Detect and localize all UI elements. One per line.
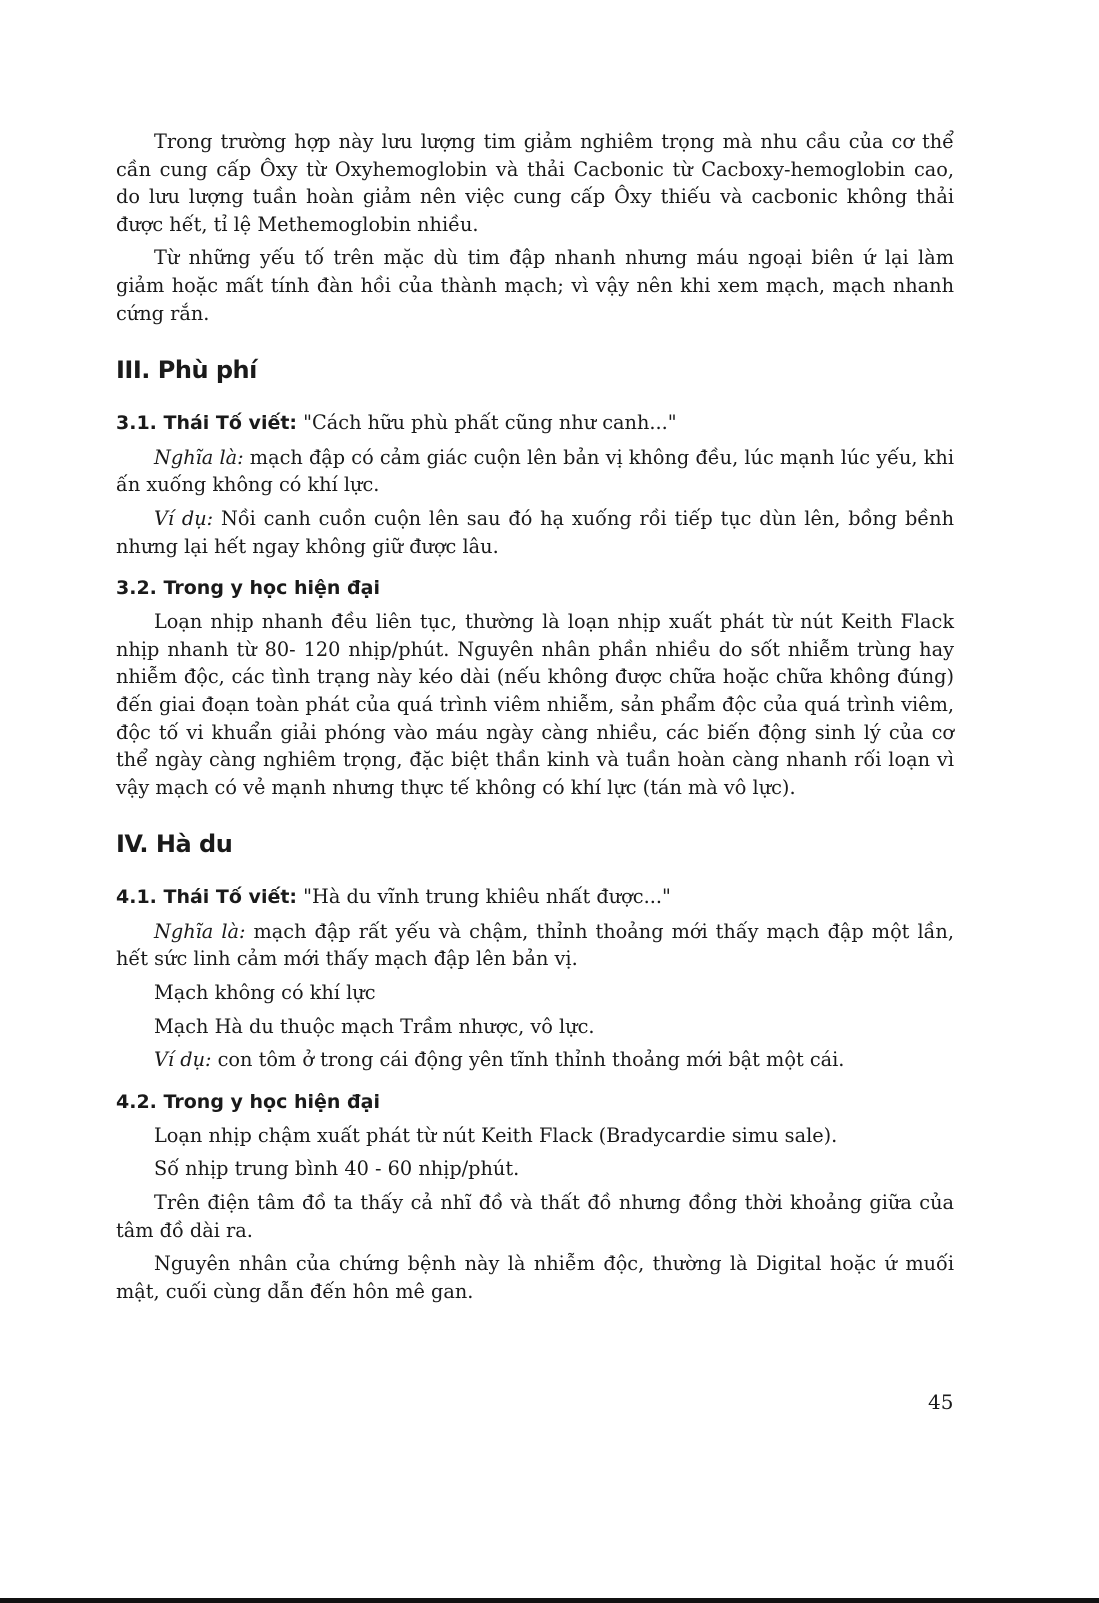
paragraph-oxygen: Trong trường hợp này lưu lượng tim giảm nghiêm trọng mà nhu cầu của cơ thể cần cung cấp Ôxy từ Oxyhemoglobin và thải Cacbonic từ Cacboxy-hemoglobin cao, do lưu lượng tuần hoàn giảm nên việc cung cấp Ôxy thiếu và cacbonic không thải được hết, tỉ lệ Methemoglobin nhiều. bbox=[116, 130, 954, 236]
paragraph-vessel: Từ những yếu tố trên mặc dù tim đập nhanh nhưng máu ngoại biên ứ lại làm giảm hoặc mất tính đàn hồi của thành mạch; vì vậy nên khi xem mạch, mạch nhanh cứng rắn. bbox=[116, 246, 954, 325]
s41-quote: "Hà du vĩnh trung khiêu nhất được..." bbox=[297, 885, 671, 909]
page-number: 45 bbox=[928, 1390, 954, 1414]
s42-text-2: Số nhịp trung bình 40 - 60 nhịp/phút. bbox=[154, 1157, 520, 1181]
s42-text-3: Trên điện tâm đồ ta thấy cả nhĩ đồ và thất đồ nhưng đồng thời khoảng giữa của tâm đồ dài ra. bbox=[116, 1191, 954, 1242]
section-4-title: IV. Hà du bbox=[116, 830, 233, 859]
s32-heading: 3.2. Trong y học hiện đại bbox=[116, 577, 380, 600]
s41-example-text: con tôm ở trong cái động yên tĩnh thỉnh thoảng mới bật một cái. bbox=[211, 1048, 845, 1072]
s41-line2: Mạch Hà du thuộc mạch Trầm nhược, vô lực. bbox=[154, 1014, 595, 1038]
s32-text: Loạn nhịp nhanh đều liên tục, thường là loạn nhịp xuất phát từ nút Keith Flack nhịp nhanh từ 80- 120 nhịp/phút. Nguyên nhân phần nhiều do sốt nhiễm trùng hay nhiễm độc, các tình trạng này kéo dài (nếu không được chữa hoặc chữa không đúng) đến giai đoạn toàn phát của quá trình viêm nhiễm, sản phẩm độc của quá trình viêm, độc tố vi khuẩn giải phóng vào máu ngày càng nhiều, các biến động sinh lý của cơ thể ngày càng nghiêm trọng, đặc biệt thần kinh và tuần hoàn càng nhanh rối loạn vì vậy mạch có vẻ mạnh nhưng thực tế không có khí lực (tán mà vô lực). bbox=[116, 610, 954, 799]
s31-quote: "Cách hữu phù phất cũng như canh..." bbox=[297, 411, 677, 435]
s41-meaning-label: Nghĩa là: bbox=[154, 919, 246, 943]
s31-meaning-label: Nghĩa là: bbox=[154, 445, 244, 469]
s42-heading: 4.2. Trong y học hiện đại bbox=[116, 1090, 380, 1113]
s31-line bbox=[116, 409, 954, 438]
s41-meaning bbox=[116, 918, 954, 973]
s31-meaning-text: mạch đập có cảm giác cuộn lên bản vị không đều, lúc mạnh lúc yếu, khi ấn xuống không có khí lực. bbox=[116, 445, 954, 497]
s31-example-text: Nồi canh cuồn cuộn lên sau đó hạ xuống rồi tiếp tục dùn lên, bồng bềnh nhưng lại hết ngay không giữ được lâu. bbox=[116, 506, 954, 558]
s41-line bbox=[116, 883, 954, 912]
scan-edge bbox=[0, 1598, 1099, 1603]
s31-heading: 3.1. Thái Tố viết: bbox=[116, 412, 298, 435]
s31-meaning bbox=[116, 444, 954, 499]
s31-example-label: Ví dụ: bbox=[154, 506, 214, 530]
s42-text-4: Nguyên nhân của chứng bệnh này là nhiễm độc, thường là Digital hoặc ứ muối mật, cuối cùng dẫn đến hôn mê gan. bbox=[116, 1252, 954, 1303]
s41-example-label: Ví dụ: bbox=[154, 1048, 212, 1072]
s41-meaning-text: mạch đập rất yếu và chậm, thỉnh thoảng mới thấy mạch đập một lần, hết sức linh cảm mới thấy mạch đập lên bản vị. bbox=[116, 919, 954, 971]
s31-example bbox=[116, 505, 954, 560]
page-content bbox=[116, 128, 954, 1305]
s41-line1: Mạch không có khí lực bbox=[154, 981, 376, 1005]
s42-text-1: Loạn nhịp chậm xuất phát từ nút Keith Flack (Bradycardie simu sale). bbox=[154, 1123, 838, 1147]
section-3-title: III. Phù phí bbox=[116, 356, 257, 385]
s41-example bbox=[116, 1046, 954, 1074]
s41-heading: 4.1. Thái Tố viết: bbox=[116, 886, 298, 909]
